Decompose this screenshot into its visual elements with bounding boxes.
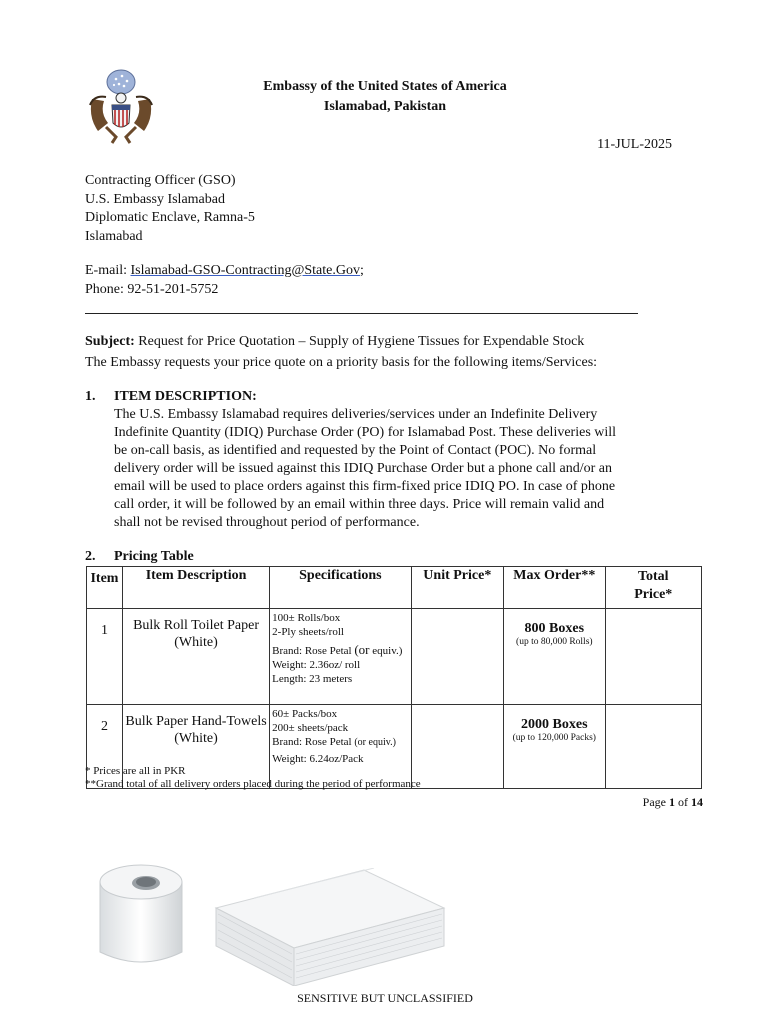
- item-number: 2: [87, 705, 123, 789]
- header-description: Item Description: [122, 567, 269, 609]
- unit-price-cell[interactable]: [411, 609, 503, 705]
- embassy-name: Embassy of the United States of America: [263, 79, 507, 94]
- header-total-price: Total Price*: [605, 567, 701, 609]
- section-1-title: ITEM DESCRIPTION:: [114, 389, 257, 404]
- recipient-address: [85, 172, 255, 246]
- address-line-1: Contracting Officer (GSO): [85, 173, 236, 188]
- section-2-heading: [85, 549, 194, 565]
- phone-number: Phone: 92-51-201-5752: [85, 281, 219, 297]
- contact-block: [85, 262, 364, 299]
- body-line: call order, it will be followed by an email within three days. Price will remain valid and: [114, 497, 605, 512]
- max-order-cell: 2000 Boxes (up to 120,000 Packs): [504, 705, 606, 789]
- paper-towels-stack-image: [214, 868, 446, 986]
- email-suffix: ;: [359, 263, 364, 278]
- note-grand-total: **Grand total of all delivery orders placed during the period of performance: [85, 778, 421, 790]
- table-notes: [85, 765, 421, 791]
- subject-text: Request for Price Quotation – Supply of Hygiene Tissues for Expendable Stock: [134, 334, 585, 349]
- section-1-number: 1.: [85, 389, 96, 404]
- body-line: delivery order will be issued against this IDIQ Purchase Order but a phone call and/or an: [114, 461, 613, 476]
- body-line: Indefinite Quantity (IDIQ) Purchase Order (PO) for Islamabad Post. These deliveries will: [114, 425, 617, 440]
- subject-block: [85, 331, 705, 373]
- address-line-4: Islamabad: [85, 228, 143, 244]
- address-line-3: Diplomatic Enclave, Ramna-5: [85, 210, 255, 225]
- email-link[interactable]: Islamabad-GSO-Contracting@State.Gov: [130, 263, 360, 278]
- header-unit-price: Unit Price*: [411, 567, 503, 609]
- subject-label: Subject:: [85, 334, 135, 349]
- body-line: shall not be revised throughout period of performance.: [114, 515, 420, 530]
- body-line: be on-call basis, as identified and requested by the Point of Contact (POC). No formal: [114, 443, 597, 458]
- unit-price-cell[interactable]: [411, 705, 503, 789]
- page-number: Page 1 of 14: [642, 795, 703, 809]
- section-1-body: [114, 406, 674, 532]
- item-specifications: 60± Packs/box 200± sheets/pack Brand: Rose Petal (or equiv.) Weight: 6.24oz/Pack: [270, 705, 411, 789]
- embassy-location: Islamabad, Pakistan: [323, 99, 447, 114]
- item-specifications: 100± Rolls/box 2-Ply sheets/roll Brand: Rose Petal (or equiv.) Weight: 2.36oz/ roll Length: 23 meters: [270, 609, 411, 705]
- header-specifications: Specifications: [270, 567, 411, 609]
- table-row: [87, 609, 702, 705]
- section-2-title: Pricing Table: [114, 549, 194, 564]
- classification-footer: SENSITIVE BUT UNCLASSIFIED: [297, 991, 473, 1005]
- body-line: The U.S. Embassy Islamabad requires deliveries/services under an Indefinite Delivery: [114, 407, 598, 422]
- body-line: email will be used to place orders against this firm-fixed price IDIQ PO. In case of phone: [114, 479, 616, 494]
- toilet-paper-roll-image: [96, 860, 191, 970]
- item-number: 1: [87, 609, 123, 705]
- pricing-table: [86, 566, 702, 789]
- total-price-cell[interactable]: [605, 609, 701, 705]
- total-price-cell[interactable]: [605, 705, 701, 789]
- subject-intro: The Embassy requests your price quote on a priority basis for the following items/Services:: [85, 355, 598, 370]
- header-item: Item: [87, 567, 123, 609]
- divider-line: [85, 313, 638, 314]
- table-header-row: [87, 567, 702, 609]
- header-max-order: Max Order**: [504, 567, 606, 609]
- item-description: Bulk Paper Hand-Towels (White): [122, 705, 269, 789]
- item-description: Bulk Roll Toilet Paper (White): [122, 609, 269, 705]
- letter-date: 11-JUL-2025: [597, 137, 672, 152]
- address-line-2: U.S. Embassy Islamabad: [85, 191, 225, 207]
- email-label: E-mail:: [85, 263, 131, 278]
- max-order-cell: 800 Boxes (up to 80,000 Rolls): [504, 609, 606, 705]
- note-prices: * Prices are all in PKR: [85, 765, 186, 777]
- section-2-number: 2.: [85, 549, 96, 564]
